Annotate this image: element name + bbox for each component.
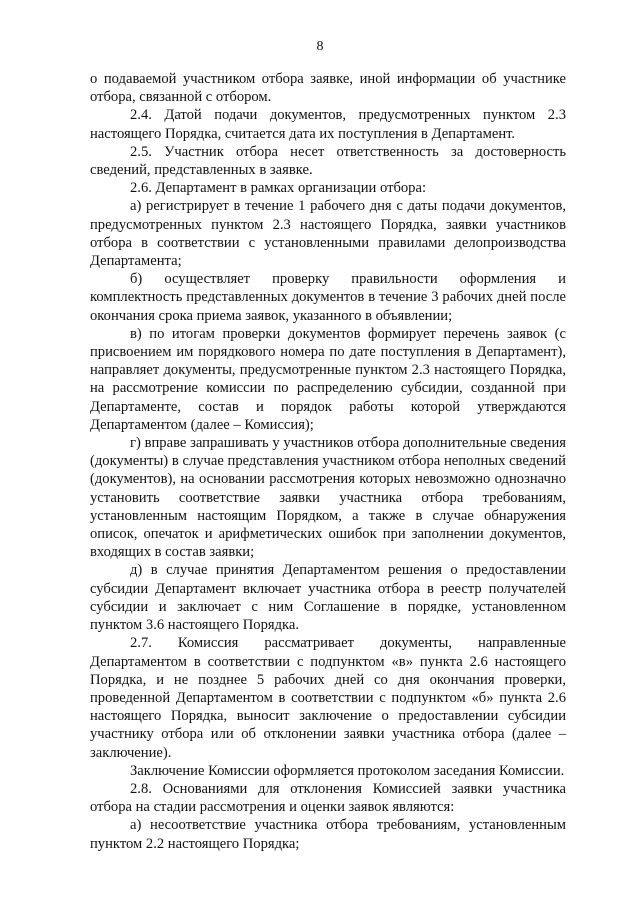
paragraph-2-8-a: а) несоответствие участника отбора требованиям, установленным пунктом 2.2 настоящего Порядка; xyxy=(90,817,566,852)
paragraph-2-7-conclusion: Заключение Комиссии оформляется протоколом заседания Комиссии. xyxy=(130,762,565,779)
document-body xyxy=(90,70,566,853)
paragraph-2-8: 2.8. Основаниями для отклонения Комиссией заявки участника отбора на стадии рассмотрения и оценки заявок являются: xyxy=(90,780,566,816)
paragraph-2-6-d: д) в случае принятия Департаментом решения о предоставлении субсидии Департамент включает участника отбора в реестр получателей субсидии и заключает с ним Соглашение в порядке, установленном пунктом 3.6 настоящего Порядка. xyxy=(90,562,566,634)
page-number: 8 xyxy=(316,39,324,54)
paragraph-2-6-v: в) по итогам проверки документов формирует перечень заявок (с присвоением им порядкового номера по дате поступления в Департамент), направляет документы, предусмотренные пунктом 2.3 настоящего Порядка, на рассмотрение комиссии по распределению субсидии, созданной при Департаменте, состав и порядок работы которой утверждаются Департаментом (далее – Комиссия); xyxy=(90,325,566,433)
paragraph-2-6-g: г) вправе запрашивать у участников отбора дополнительные сведения (документы) в случае представления участником отбора неполных сведений (документов), на основании рассмотрения которых невозможно однозначно установить соответствие заявки участника отбора требованиям, установленным настоящим Порядком, а также в случае обнаружения описок, опечаток и арифметических ошибок при заполнении документов, входящих в состав заявки; xyxy=(90,435,566,561)
paragraph-2-6-b: б) осуществляет проверку правильности оформления и комплектность представленных документов в течение 3 рабочих дней после окончания срока приема заявок, указанного в объявлении; xyxy=(90,271,566,324)
paragraph-2-5: 2.5. Участник отбора несет ответственность за достоверность сведений, представленных в заявке. xyxy=(90,143,566,179)
paragraph-2-6: 2.6. Департамент в рамках организации отбора: xyxy=(130,180,426,197)
paragraph-2-6-a: а) регистрирует в течение 1 рабочего дня с даты подачи документов, предусмотренных пунктом 2.3 настоящего Порядка, заявки участников отбора в соответствии с установленными правилами делопроизводства Департамента; xyxy=(90,198,566,270)
paragraph-continuation: о подаваемой участником отбора заявке, иной информации об участнике отбора, связанной с отбором. xyxy=(90,71,566,106)
paragraph-2-4: 2.4. Датой подачи документов, предусмотренных пунктом 2.3 настоящего Порядка, считается дата их поступления в Департамент. xyxy=(90,107,566,142)
paragraph-2-7: 2.7. Комиссия рассматривает документы, направленные Департаментом в соответствии с подпунктом «в» пункта 2.6 настоящего Порядка, и не позднее 5 рабочих дней со дня окончания проверки, проведенной Департаментом в соответствии с подпунктом «б» пункта 2.6 настоящего Порядка, выносит заключение о предоставлении субсидии участнику отбора или об отклонении заявки участника отбора (далее – заключение). xyxy=(90,635,566,761)
